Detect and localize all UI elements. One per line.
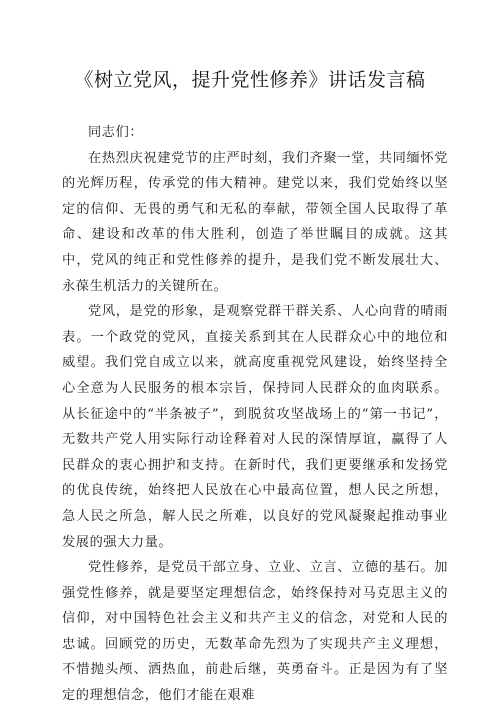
document-body xyxy=(62,120,448,709)
document-title: 《树立党风，提升党性修养》讲话发言稿 xyxy=(74,69,426,91)
greeting: 同志们： xyxy=(88,125,144,140)
paragraph-2: 党风，是党的形象，是观察党群干群关系、人心向背的晴雨表。一个政党的党风，直接关系到其在人民群众心中的地位和威望。我们党自成立以来，就高度重视党风建设，始终坚持全心全意为人民服务的根本宗旨，保持同人民群众的血肉联系。从长征途中的“半条被子”，到脱贫攻坚战场上的“第一书记”，无数共产党人用实际行动诠释着对人民的深情厚谊，赢得了人民群众的衷心拥护和支持。在新时代，我们更要继承和发扬党的优良传统，始终把人民放在心中最高位置，想人民之所想，急人民之所急，解人民之所难，以良好的党风凝聚起推动事业发展的强大力量。 xyxy=(62,304,448,550)
paragraph-3: 党性修养，是党员干部立身、立业、立言、立德的基石。加强党性修养，就是要坚定理想信念，始终保持对马克思主义的信仰，对中国特色社会主义和共产主义的信念，对党和人民的忠诚。回顾党的历史，无数革命先烈为了实现共产主义理想，不惜抛头颅、洒热血，前赴后继，英勇奋斗。正是因为有了坚定的理想信念，他们才能在艰难 xyxy=(62,560,448,704)
paragraph-1: 在热烈庆祝建党节的庄严时刻，我们齐聚一堂，共同缅怀党的光辉历程，传承党的伟大精神。建党以来，我们党始终以坚定的信仰、无畏的勇气和无私的奉献，带领全国人民取得了革命、建设和改革的伟大胜利，创造了举世瞩目的成就。这其中，党风的纯正和党性修养的提升，是我们党不断发展壮大、永葆生机活力的关键所在。 xyxy=(62,150,448,294)
